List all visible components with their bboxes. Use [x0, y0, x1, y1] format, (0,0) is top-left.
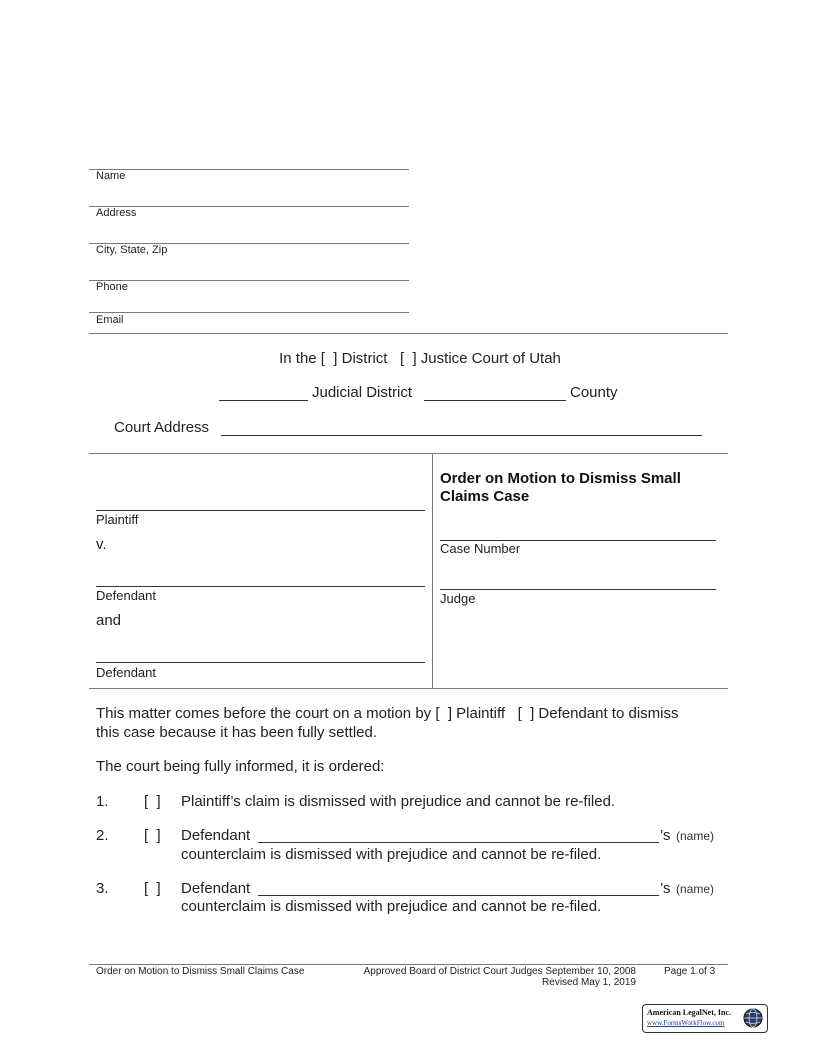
- judicial-district-label: Judicial District: [312, 384, 413, 401]
- caption-divider: [432, 453, 433, 688]
- court-line-text: In the [ ] District [ ] Justice Court of Utah: [279, 350, 561, 367]
- logo-url[interactable]: www.FormsWorkFlow.com: [647, 1019, 725, 1027]
- order-item-2-lead: Defendant: [181, 827, 251, 844]
- name-field-line[interactable]: [89, 206, 409, 207]
- order-item-3-lead: Defendant: [181, 880, 251, 897]
- and-label: and: [96, 612, 122, 629]
- versus-label: v.: [96, 536, 107, 553]
- defendant-label: Defendant: [96, 588, 156, 603]
- document-title: Order on Motion to Dismiss Small Claims Case: [440, 470, 681, 505]
- footer-revised: Revised May 1, 2019: [542, 977, 636, 988]
- plaintiff-label: Plaintiff: [96, 512, 139, 527]
- court-address-label: Court Address: [114, 419, 210, 436]
- intro-line-2: this case because it has been fully settled.: [96, 724, 378, 741]
- order-item-2-number: 2.: [96, 827, 109, 844]
- judicial-district-field[interactable]: [219, 400, 308, 401]
- phone-label: Phone: [96, 281, 128, 293]
- caption-bottom-rule: [89, 688, 728, 689]
- caption-top-rule: [89, 453, 728, 454]
- county-label: County: [570, 384, 618, 401]
- footer-approval: [330, 966, 636, 988]
- globe-icon: [742, 1007, 764, 1029]
- footer-approved: Approved Board of District Court Judges September 10, 2008: [363, 966, 636, 977]
- address-label: Address: [96, 207, 137, 219]
- defendant2-field[interactable]: [96, 662, 425, 663]
- defendant-field[interactable]: [96, 586, 425, 587]
- city-field-line[interactable]: [89, 280, 409, 281]
- order-item-2-checkbox[interactable]: [ ]: [144, 827, 161, 844]
- footer-form-title: Order on Motion to Dismiss Small Claims Case: [96, 966, 305, 977]
- email-field-line[interactable]: [89, 333, 728, 334]
- order-item-3-checkbox[interactable]: [ ]: [144, 880, 161, 897]
- ordered-statement: The court being fully informed, it is ordered:: [96, 758, 385, 775]
- footer-rule: [89, 964, 728, 965]
- plaintiff-field[interactable]: [96, 510, 425, 511]
- order-item-3-hint: (name): [676, 882, 715, 896]
- order-item-2-text: counterclaim is dismissed with prejudice and cannot be re-filed.: [181, 846, 602, 863]
- phone-field-line[interactable]: [89, 312, 409, 313]
- order-item-1-text: Plaintiff’s claim is dismissed with prejudice and cannot be re-filed.: [181, 793, 616, 810]
- order-item-3-name-field[interactable]: [258, 895, 659, 896]
- email-label: Email: [96, 314, 124, 326]
- logo-company: American LegalNet, Inc.: [647, 1008, 731, 1017]
- court-line: [0, 350, 816, 367]
- header-top-rule: [89, 169, 409, 170]
- order-item-2-name-field[interactable]: [258, 842, 659, 843]
- judge-label: Judge: [440, 591, 476, 606]
- order-item-3-text: counterclaim is dismissed with prejudice and cannot be re-filed.: [181, 898, 602, 915]
- intro-paragraph: [96, 704, 736, 742]
- order-item-2-suffix: ’s: [660, 827, 671, 844]
- city-state-zip-label: City, State, Zip: [96, 244, 168, 256]
- defendant2-label: Defendant: [96, 665, 156, 680]
- court-address-field[interactable]: [221, 435, 702, 436]
- order-item-3-suffix: ’s: [660, 880, 671, 897]
- county-field[interactable]: [424, 400, 566, 401]
- legalnet-logo[interactable]: [642, 1004, 768, 1033]
- order-item-1-number: 1.: [96, 793, 109, 810]
- footer-page: Page 1 of 3: [664, 966, 716, 977]
- order-item-3-number: 3.: [96, 880, 109, 897]
- order-item-2-hint: (name): [676, 829, 715, 843]
- order-item-1-checkbox[interactable]: [ ]: [144, 793, 161, 810]
- intro-line-1: This matter comes before the court on a motion by [ ] Plaintiff [ ] Defendant to dismiss: [96, 705, 679, 722]
- judge-field[interactable]: [440, 589, 716, 590]
- case-number-label: Case Number: [440, 541, 521, 556]
- name-label: Name: [96, 170, 126, 182]
